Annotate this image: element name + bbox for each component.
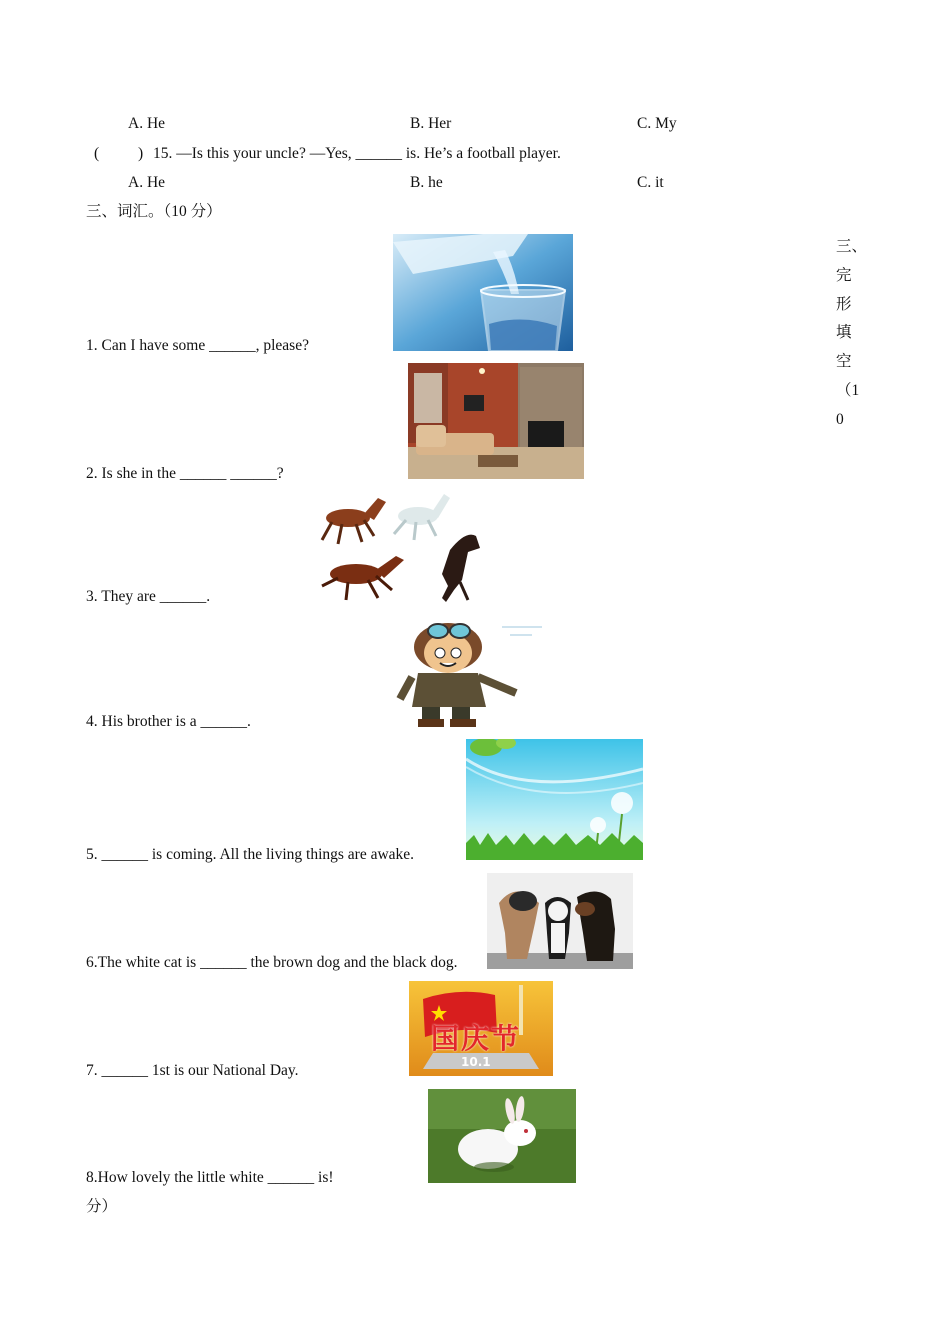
national-day-banner-text: 国庆节 xyxy=(431,1022,522,1055)
vocab-item-1: 1. Can I have some ______, please? xyxy=(86,337,309,354)
side-heading-char: 完 xyxy=(836,266,852,284)
vocab-item-3: 3. They are ______. xyxy=(86,588,211,605)
q15-text: 15. —Is this your uncle? —Yes, ______ is. He’s a football player. xyxy=(153,145,561,162)
white-rabbit-image xyxy=(428,1089,576,1183)
side-vertical-heading xyxy=(836,233,866,435)
q15-option-c: C. it xyxy=(637,174,664,191)
q14-option-a: A. He xyxy=(128,115,166,132)
section-heading: 三、词汇。（10 分） xyxy=(86,203,222,220)
vocab-item-6: 6.The white cat is ______ the brown dog and the black dog. xyxy=(86,954,458,971)
q15-answer-paren-close: ) xyxy=(138,145,144,162)
national-day-image xyxy=(409,981,553,1076)
pilot-cartoon-image xyxy=(382,617,548,727)
vocab-item-8: 8.How lovely the little white ______ is! xyxy=(86,1169,334,1186)
cat-between-dogs-image xyxy=(487,873,633,969)
side-heading-char: （1 xyxy=(836,381,860,399)
q14-option-b: B. Her xyxy=(410,115,452,132)
vocab-item-2: 2. Is she in the ______ ______? xyxy=(86,465,284,482)
horses-image xyxy=(316,490,486,603)
living-room-image xyxy=(408,363,584,479)
side-heading-char: 填 xyxy=(836,324,852,342)
q15-answer-paren-open: ( xyxy=(94,145,100,162)
vocab-item-7: 7. ______ 1st is our National Day. xyxy=(86,1062,299,1079)
water-glass-image xyxy=(393,234,573,351)
q15-option-b: B. he xyxy=(410,174,443,191)
trailing-fragment: 分） xyxy=(86,1198,118,1215)
side-heading-char: 三、 xyxy=(836,238,868,255)
spring-dandelion-image xyxy=(466,739,643,860)
national-day-date-text: 10.1 xyxy=(461,1055,491,1069)
vocab-item-4: 4. His brother is a ______. xyxy=(86,713,251,730)
vocab-item-5: 5. ______ is coming. All the living things are awake. xyxy=(86,846,415,863)
side-heading-char: 0 xyxy=(836,410,844,428)
q15-option-a: A. He xyxy=(128,174,166,191)
side-heading-char: 形 xyxy=(836,295,852,313)
q14-option-c: C. My xyxy=(637,115,677,132)
side-heading-char: 空 xyxy=(836,353,852,371)
